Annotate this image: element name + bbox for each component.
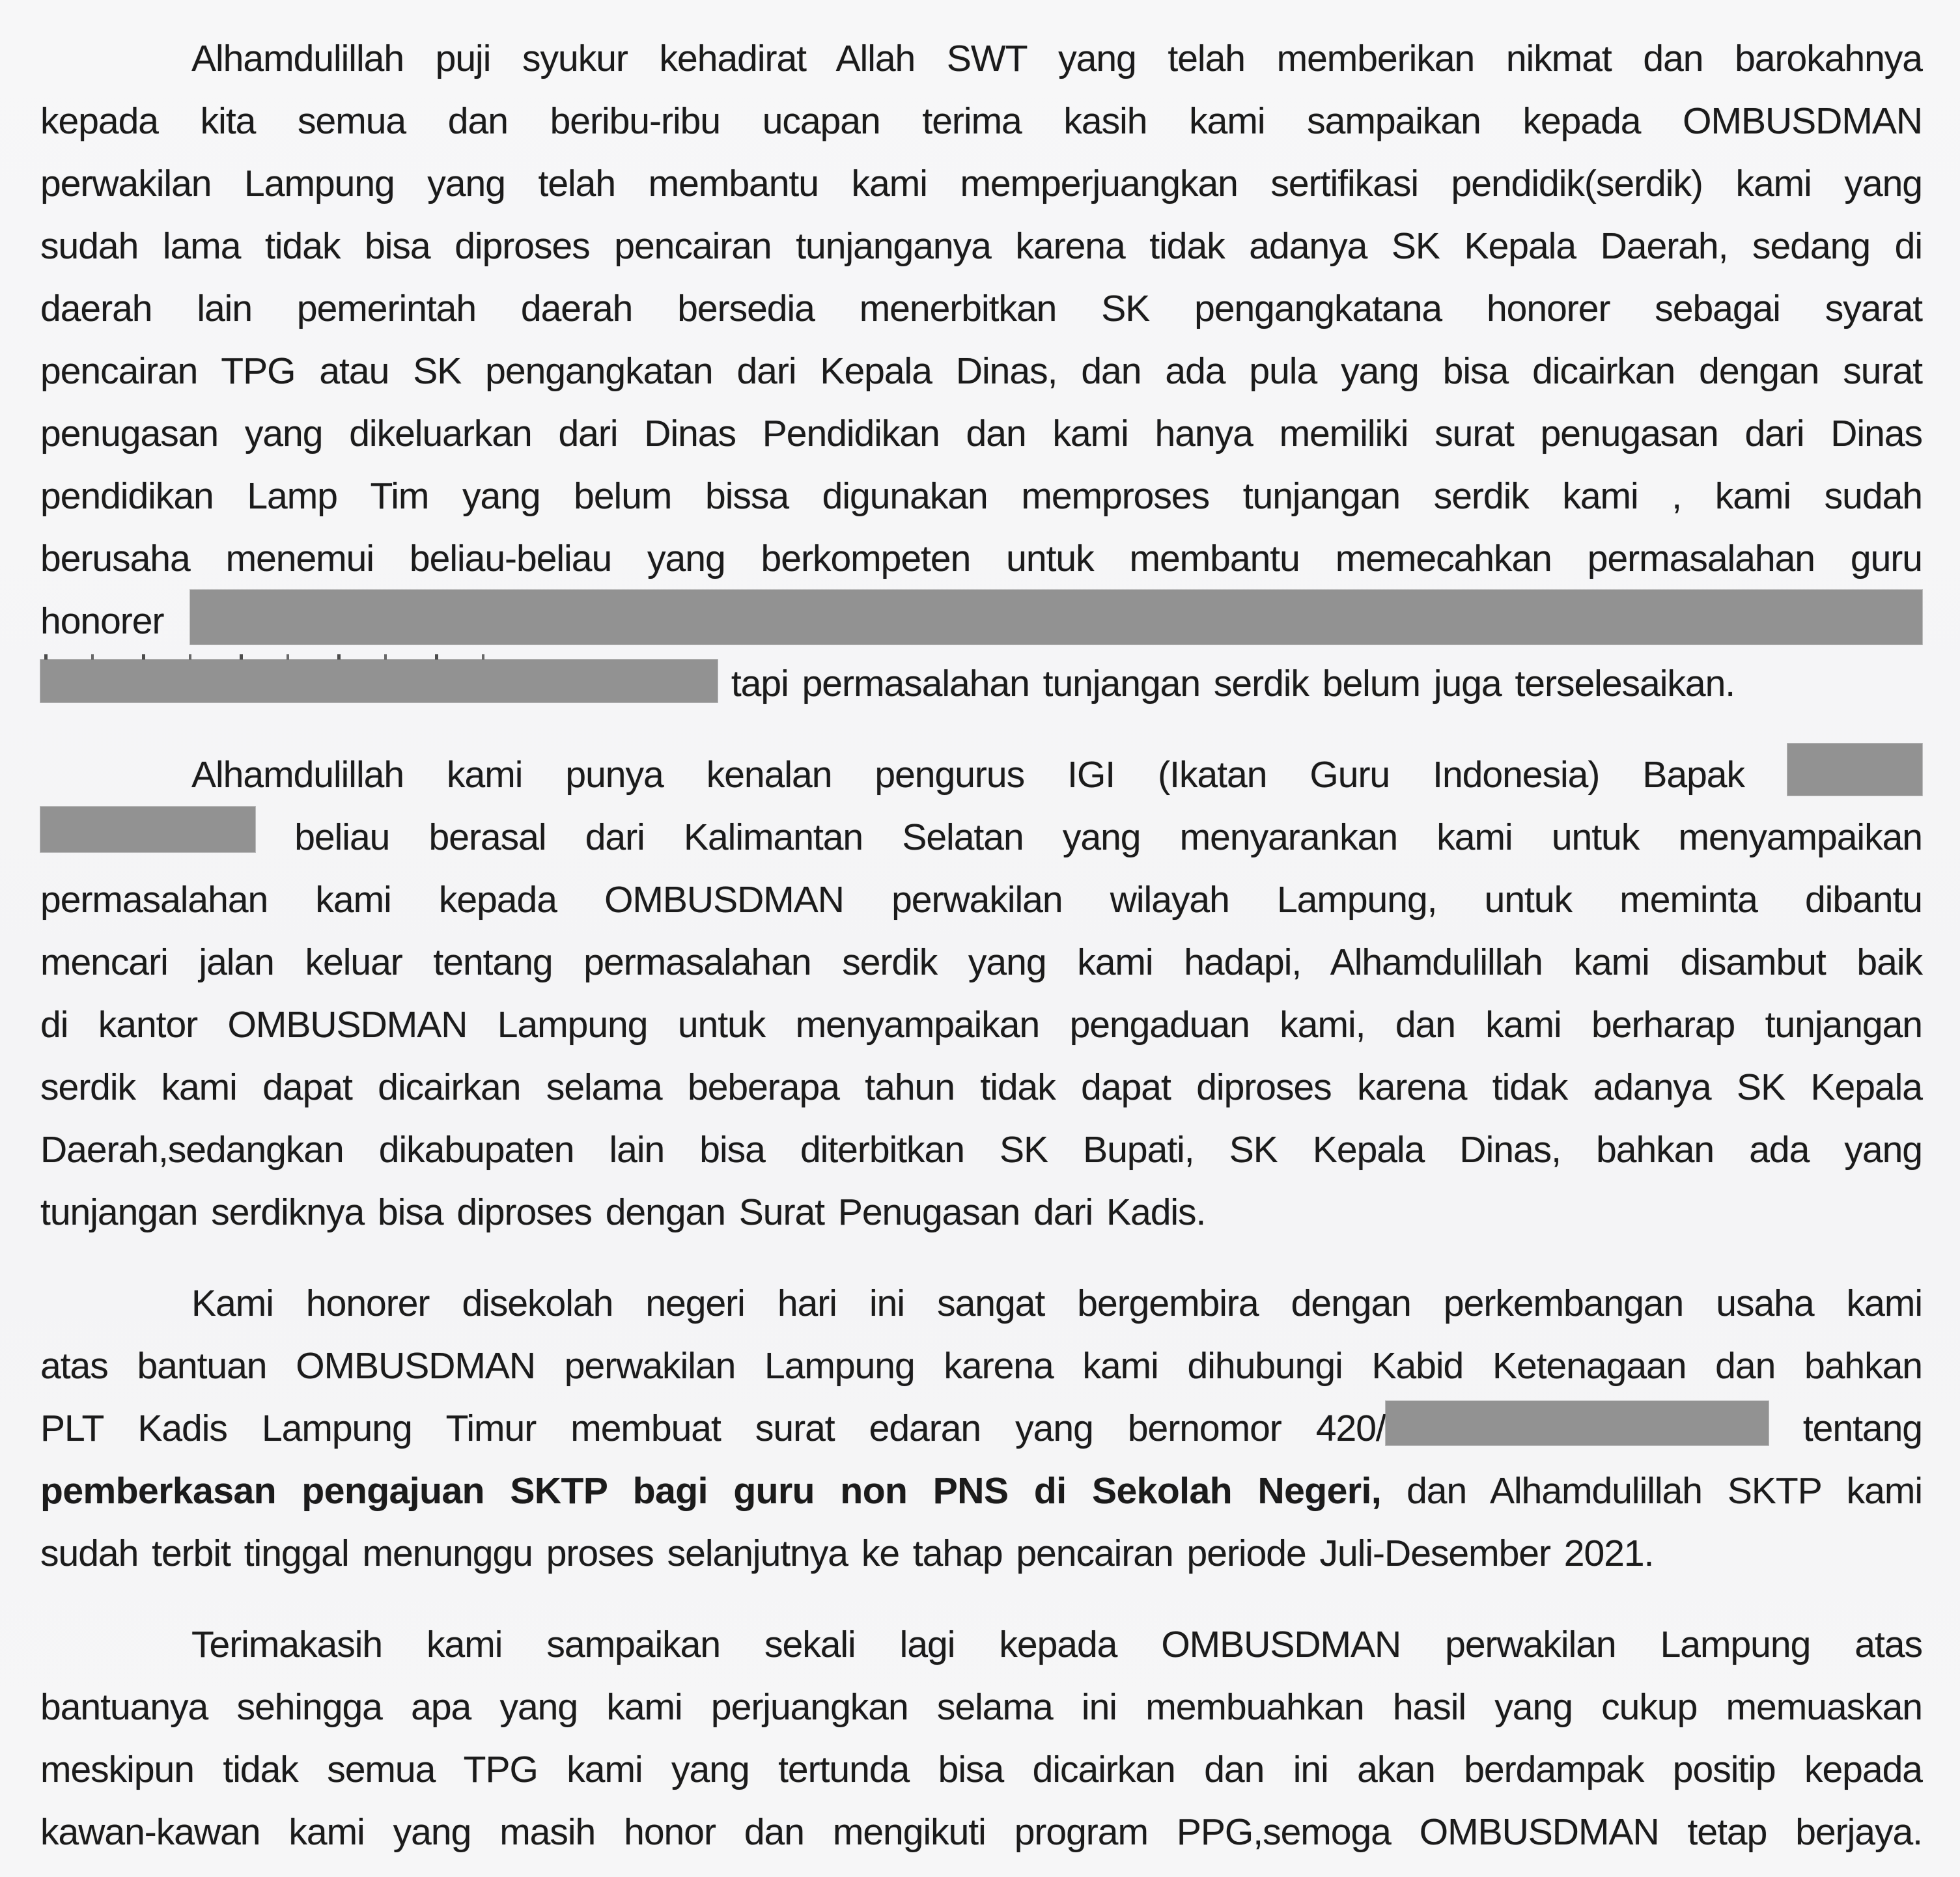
redaction-bar-3 [1787,744,1922,796]
text-run: Daerah,sedangkan dikabupaten lain bisa diterbitkan SK Bupati, SK Kepala Dinas, bahkan ada yang [40,1129,1922,1171]
text-run: dan Alhamdulillah SKTP kami [1381,1470,1922,1512]
text-line-p1-2 [40,90,1922,152]
text-run: pencairan TPG atau SK pengangkatan dari Kepala Dinas, dan ada pula yang bisa dicairkan dengan surat [40,350,1922,392]
text-line-p3-5 [40,1522,1922,1585]
text-run: penugasan yang dikeluarkan dari Dinas Pendidikan dan kami hanya memiliki surat penugasan dari Dinas [40,413,1922,454]
text-run: pendidikan Lamp Tim yang belum bissa digunakan memproses tunjangan serdik kami , kami sudah [40,475,1922,517]
text-line-p3-1 [40,1272,1922,1335]
text-run: tapi permasalahan tunjangan serdik belum juga terselesaikan. [718,663,1735,704]
text-run: honorer [40,600,190,642]
text-line-p1-6 [40,340,1922,402]
text-run: di kantor OMBUSDMAN Lampung untuk menyampaikan pengaduan kami, dan kami berharap tunjangan [40,1004,1922,1046]
text-line-p1-5 [40,277,1922,340]
text-run: daerah lain pemerintah daerah bersedia menerbitkan SK pengangkatana honorer sebagai syarat [40,288,1922,329]
text-run: mencari jalan keluar tentang permasalahan serdik yang kami hadapi, Alhamdulillah kami disambut baik [40,941,1922,983]
text-run: atas bantuan OMBUSDMAN perwakilan Lampung karena kami dihubungi Kabid Ketenagaan dan bahkan [40,1345,1922,1387]
text-line-p4-3 [40,1738,1922,1801]
redaction-bar-5 [1386,1401,1769,1445]
text-run: kepada kita semua dan beribu-ribu ucapan terima kasih kami sampaikan kepada OMBUSDMAN [40,100,1922,142]
text-line-p3-2 [40,1335,1922,1397]
text-run: berusaha menemui beliau-beliau yang berkompeten untuk membantu memecahkan permasalahan guru [40,538,1922,579]
text-line-p3-4 [40,1460,1922,1522]
text-line-p1-9 [40,527,1922,590]
redaction-bar-1 [190,590,1922,645]
text-line-p2-7 [40,1119,1922,1181]
text-line-p2-3 [40,869,1922,931]
text-run: perwakilan Lampung yang telah membantu kami memperjuangkan sertifikasi pendidik(serdik) kami yang [40,163,1922,204]
text-line-p2-4 [40,931,1922,994]
text-run: permasalahan kami kepada OMBUSDMAN perwakilan wilayah Lampung, untuk meminta dibantu [40,879,1922,921]
redaction-bar-2 [40,660,718,702]
text-run: Alhamdulillah puji syukur kehadirat Allah SWT yang telah memberikan nikmat dan barokahnya [191,38,1922,79]
text-line-p2-6 [40,1056,1922,1119]
text-run: meskipun tidak semua TPG kami yang tertunda bisa dicairkan dan ini akan berdampak positip kepada [40,1749,1922,1790]
text-run: kawan-kawan kami yang masih honor dan mengikuti program PPG,semoga OMBUSDMAN tetap berjaya. [40,1811,1922,1853]
text-run: Terimakasih kami sampaikan sekali lagi kepada OMBUSDMAN perwakilan Lampung atas [191,1624,1922,1665]
paragraph-3 [40,1272,1922,1585]
text-line-p1-4 [40,215,1922,277]
text-line-p2-2 [40,806,1922,869]
text-line-p1-11 [40,652,1922,715]
text-line-p4-1 [40,1613,1922,1676]
text-line-p1-1 [40,27,1922,90]
paragraph-1 [40,27,1922,715]
text-line-p1-8 [40,465,1922,527]
text-run: beliau berasal dari Kalimantan Selatan yang menyarankan kami untuk menyampaikan [255,816,1922,858]
text-line-p1-3 [40,152,1922,215]
text-run: Kami honorer disekolah negeri hari ini sangat bergembira dengan perkembangan usaha kami [191,1283,1922,1324]
text-run: tunjangan serdiknya bisa diproses dengan Surat Penugasan dari Kadis. [40,1191,1206,1233]
text-run: Alhamdulillah kami punya kenalan pengurus IGI (Ikatan Guru Indonesia) Bapak [191,754,1787,796]
redacted-text-remnant [44,654,505,660]
text-run: serdik kami dapat dicairkan selama beberapa tahun tidak dapat diproses karena tidak adanya SK Kepala [40,1066,1922,1108]
text-line-p1-7 [40,402,1922,465]
text-line-p2-8 [40,1181,1922,1244]
text-line-p4-4 [40,1801,1922,1863]
text-line-p3-3 [40,1397,1922,1460]
text-run: bantuanya sehingga apa yang kami perjuangkan selama ini membuahkan hasil yang cukup memuaskan [40,1686,1922,1728]
redaction-bar-4 [40,807,255,852]
text-line-p2-5 [40,994,1922,1056]
text-line-p4-2 [40,1676,1922,1738]
bold-text-run: pemberkasan pengajuan SKTP bagi guru non PNS di Sekolah Negeri, [40,1470,1382,1512]
text-run: PLT Kadis Lampung Timur membuat surat edaran yang bernomor 420/ [40,1408,1386,1449]
text-run: tentang [1768,1408,1923,1449]
text-run: sudah terbit tinggal menunggu proses selanjutnya ke tahap pencairan periode Juli-Desember 2021. [40,1533,1654,1574]
paragraph-2 [40,744,1922,1244]
text-run: sudah lama tidak bisa diproses pencairan tunjanganya karena tidak adanya SK Kepala Daerah, sedang di [40,225,1922,267]
paragraph-4 [40,1613,1922,1863]
text-line-p1-10 [40,590,1922,652]
text-line-p2-1 [40,744,1922,806]
